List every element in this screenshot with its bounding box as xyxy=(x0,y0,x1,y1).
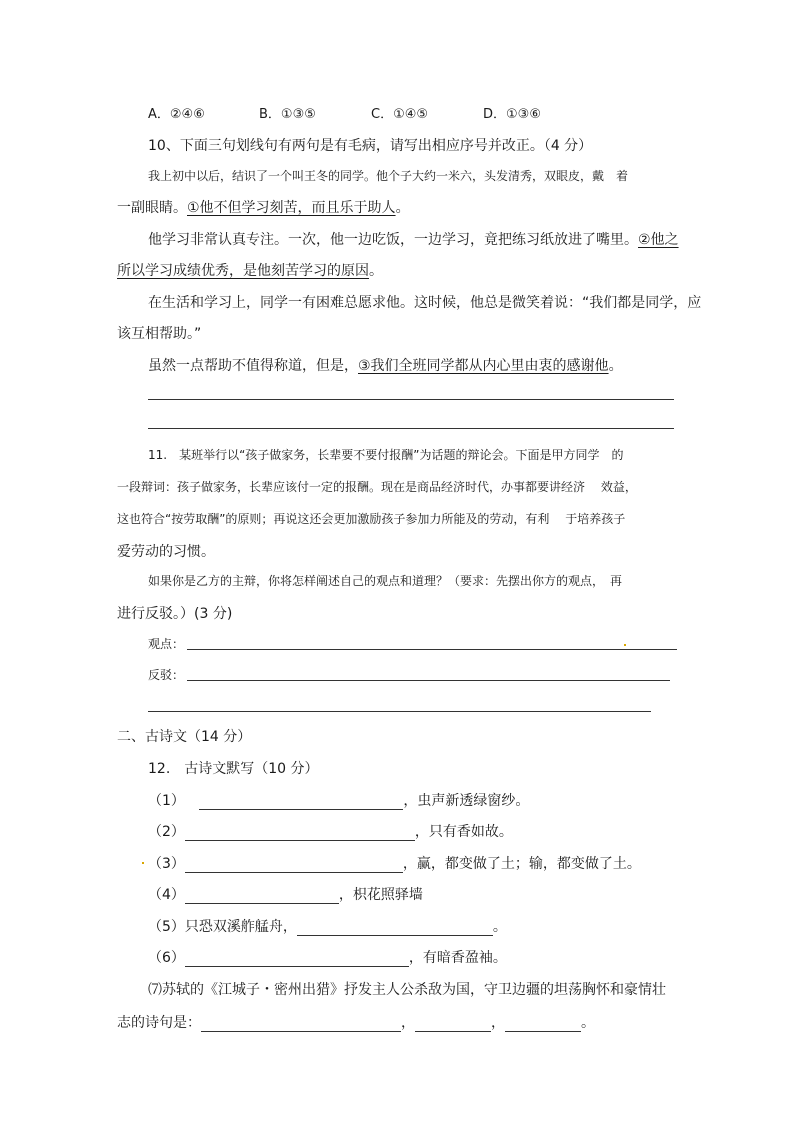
q10-p2-pre: 他学习非常认真专注。一次，他一边吃饭，一边学习，竟把练习纸放进了嘴里。 xyxy=(148,232,638,248)
poem-blank-1[interactable] xyxy=(199,795,403,810)
poem-item-5-end: 。 xyxy=(492,919,507,935)
poem-item-6-text: ，有暗香盈袖。 xyxy=(408,950,507,966)
poem-blank-2[interactable] xyxy=(185,826,415,841)
sentence-2-part2: 所以学习成绩优秀，是他刻苦学习的原因 xyxy=(117,263,369,279)
poem-item-2 xyxy=(148,821,513,841)
option-b: B．①③⑤ xyxy=(259,107,316,122)
poem-item-7-line2 xyxy=(117,1012,595,1032)
rebuttal-answer-line-2[interactable] xyxy=(148,711,651,712)
option-c: C．①④⑤ xyxy=(371,107,429,122)
q10-p4-pre: 虽然一点帮助不值得称道，但是， xyxy=(148,358,358,374)
poem-item-6 xyxy=(148,947,507,967)
poem-blank-7c[interactable] xyxy=(505,1017,581,1032)
viewpoint-answer-line[interactable] xyxy=(187,649,677,650)
poem-item-7-sep1: ， xyxy=(401,1015,415,1031)
poem-blank-5[interactable] xyxy=(297,921,493,936)
poem-item-7-pre: 志的诗句是： xyxy=(117,1015,201,1031)
q10-p2-end: 。 xyxy=(369,263,383,279)
poem-item-3 xyxy=(148,853,641,873)
poem-item-2-label: （2） xyxy=(148,824,185,840)
answer-line-q10-1[interactable] xyxy=(148,399,674,400)
poem-blank-3[interactable] xyxy=(185,858,403,873)
poem-item-6-label: （6） xyxy=(148,950,185,966)
q10-prompt: 10、下面三句划线句有两句是有毛病，请写出相应序号并改正。（4 分） xyxy=(148,138,593,154)
poem-item-1-label: （1） xyxy=(148,793,185,809)
q11-line4: 爱劳动的习惯。 xyxy=(117,544,215,560)
q10-p2-line2 xyxy=(117,260,383,280)
poem-item-4-text: ，枳花照驿墙 xyxy=(338,887,423,903)
section-2-heading: 二、古诗文（14 分） xyxy=(117,729,252,745)
rebuttal-label: 反驳： xyxy=(148,668,185,682)
poem-item-4-label: （4） xyxy=(148,887,185,903)
stray-dot xyxy=(624,644,626,646)
poem-blank-6[interactable] xyxy=(185,952,409,967)
poem-blank-7a[interactable] xyxy=(201,1017,401,1032)
poem-item-1-text: ，虫声新透绿窗纱。 xyxy=(403,793,530,809)
sentence-1: ①他不但学习刻苦，而且乐于助人 xyxy=(187,200,396,216)
viewpoint-label: 观点： xyxy=(148,637,185,651)
option-a: A．②④⑥ xyxy=(148,107,205,122)
poem-item-7-end: 。 xyxy=(581,1015,595,1031)
poem-item-2-text: ，只有香如故。 xyxy=(414,824,513,840)
q11-req-line1: 如果你是乙方的主辩，你将怎样阐述自己的观点和道理？（要求：先摆出你方的观点， 再 xyxy=(148,574,623,588)
q10-p3-line1: 在生活和学习上，同学一有困难总愿求他。这时候，他总是微笑着说：“我们都是同学，应 xyxy=(148,295,702,311)
poem-item-7-sep2: ， xyxy=(491,1015,505,1031)
q10-p4 xyxy=(148,355,623,375)
poem-item-5 xyxy=(148,916,507,936)
q10-p3-line2: 该互相帮助。” xyxy=(117,326,202,342)
poem-item-1 xyxy=(148,790,529,810)
poem-item-3-label: （3） xyxy=(148,856,185,872)
sentence-2-part1: ②他之 xyxy=(638,232,679,248)
q10-p1-line1: 我上初中以后，结识了一个叫王冬的同学。他个子大约一米六，头发清秀，双眼皮，戴 着 xyxy=(148,169,629,183)
q11-line1: 11. 某班举行以“孩子做家务，长辈要不要付报酬”为话题的辩论会。下面是甲方同学 的 xyxy=(148,448,624,462)
q10-p2-line1 xyxy=(148,229,679,249)
poem-item-4 xyxy=(148,884,423,904)
poem-item-5-label: （5）只恐双溪舴艋舟， xyxy=(148,919,297,935)
q11-line3-text: 这也符合“按劳取酬”的原则；再说这还会更加激励孩子参加力所能及的劳动，有利 于培养孩子 xyxy=(117,512,626,526)
q10-p1-end: 。 xyxy=(395,200,410,216)
stray-dot-2 xyxy=(142,862,144,864)
rebuttal-answer-line-1[interactable] xyxy=(187,680,670,681)
q10-p4-end: 。 xyxy=(608,358,623,374)
q11-line3 xyxy=(117,510,625,527)
q11-line2: 一段辩词：孩子做家务，长辈应该付一定的报酬。现在是商品经济时代，办事都要讲经济 效益， xyxy=(117,480,637,494)
q11-req-line2: 进行反驳。）(3 分) xyxy=(117,606,233,622)
sentence-3: ③我们全班同学都从内心里由衷的感谢他 xyxy=(358,358,609,374)
answer-line-q10-2[interactable] xyxy=(148,428,674,429)
poem-blank-7b[interactable] xyxy=(415,1017,491,1032)
option-d: D．①③⑥ xyxy=(483,107,541,122)
poem-item-3-text: ，赢，都变做了土；输，都变做了土。 xyxy=(402,856,641,872)
q10-p1-pre: 一副眼睛。 xyxy=(117,200,187,216)
q12-title: 12. 古诗文默写（10 分） xyxy=(148,761,319,777)
poem-blank-4[interactable] xyxy=(185,889,339,904)
q10-p1-line2 xyxy=(117,197,410,217)
poem-item-7-line1: ⑺苏轼的《江城子・密州出猎》抒发主人公杀敌为国，守卫边疆的坦荡胸怀和豪情壮 xyxy=(148,982,666,998)
